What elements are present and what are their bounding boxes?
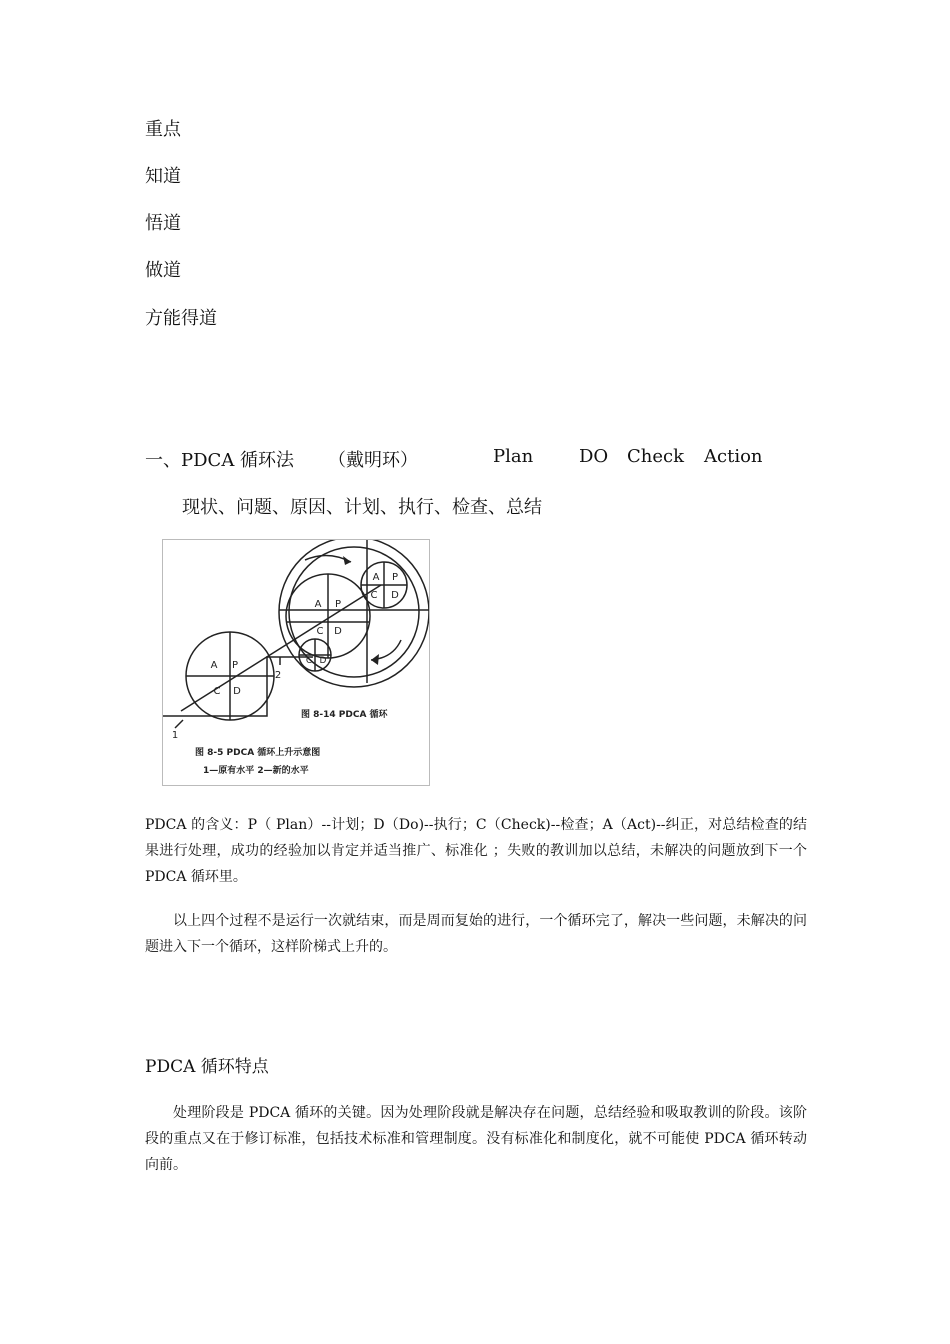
small-top-quad-d: D: [391, 590, 399, 601]
heading-alias: （戴明环）: [328, 450, 418, 471]
small-top-quad-p: P: [391, 572, 399, 583]
heading-term-plan: Plan: [493, 446, 534, 467]
small-top-quad-a: A: [372, 572, 380, 583]
heading-term-action: Action: [704, 446, 763, 467]
section-title-pdca-features: PDCA 循环特点: [145, 1057, 269, 1077]
pdca-steps: 现状、问题、原因、计划、执行、检查、总结: [182, 497, 542, 518]
arrowhead-bottom: [371, 654, 379, 665]
pdca-diagram: [163, 540, 429, 785]
upper-quad-a: A: [314, 599, 322, 610]
keyword-4: 做道: [145, 260, 181, 281]
lower-quad-c: C: [213, 686, 221, 697]
caption-bottom-1: 图 8-5 PDCA 循环上升示意图: [195, 748, 321, 758]
lower-quad-a: A: [210, 660, 218, 671]
heading-term-check: Check: [627, 446, 685, 467]
arrowhead-top: [343, 556, 351, 565]
keyword-5: 方能得道: [145, 308, 217, 329]
keyword-3: 悟道: [145, 213, 181, 234]
upper-quad-p: P: [334, 599, 342, 610]
heading-title: 一、PDCA 循环法: [145, 450, 295, 471]
paragraph-pdca-features: 处理阶段是 PDCA 循环的关键。因为处理阶段就是解决存在问题，总结经验和吸取教训的阶段。该阶段的重点又在于修订标准，包括技术标准和管理制度。没有标准化和制度化，就不可能使 PDCA 循环转动向前。: [145, 1105, 807, 1173]
lower-quad-p: P: [231, 660, 239, 671]
pdca-diagram-figure: [162, 539, 430, 786]
upper-quad-c: C: [316, 626, 324, 637]
upper-quad-d: D: [334, 626, 342, 637]
label-1: 1: [171, 730, 179, 741]
heading-term-do: DO: [579, 446, 609, 467]
small-bottom-quad-c: C: [305, 656, 313, 666]
caption-right: 图 8-14 PDCA 循环: [301, 710, 388, 720]
keyword-1: 重点: [145, 119, 181, 140]
caption-bottom-2: 1—原有水平 2—新的水平: [203, 766, 309, 776]
lower-quad-d: D: [233, 686, 241, 697]
small-bottom-quad-d: D: [319, 656, 327, 666]
paragraph-pdca-meaning: PDCA 的含义：P（ Plan）--计划；D（Do)--执行；C（Check)--检查；A（Act)--纠正，对总结检查的结果进行处理，成功的经验加以肯定并适当推广、标准化 ；失败的教训加以总结，未解决的问题放到下一个 PDCA 循环里。: [145, 817, 807, 885]
small-top-quad-c: C: [370, 590, 378, 601]
label-2: 2: [274, 670, 282, 681]
paragraph-pdca-cycle: 以上四个过程不是运行一次就结束，而是周而复始的进行，一个循环完了，解决一些问题，未解决的问题进入下一个循环，这样阶梯式上升的。: [145, 913, 807, 955]
upper-cycle-outer-ring: [279, 540, 429, 687]
rising-line: [181, 585, 381, 711]
keyword-2: 知道: [145, 166, 181, 187]
